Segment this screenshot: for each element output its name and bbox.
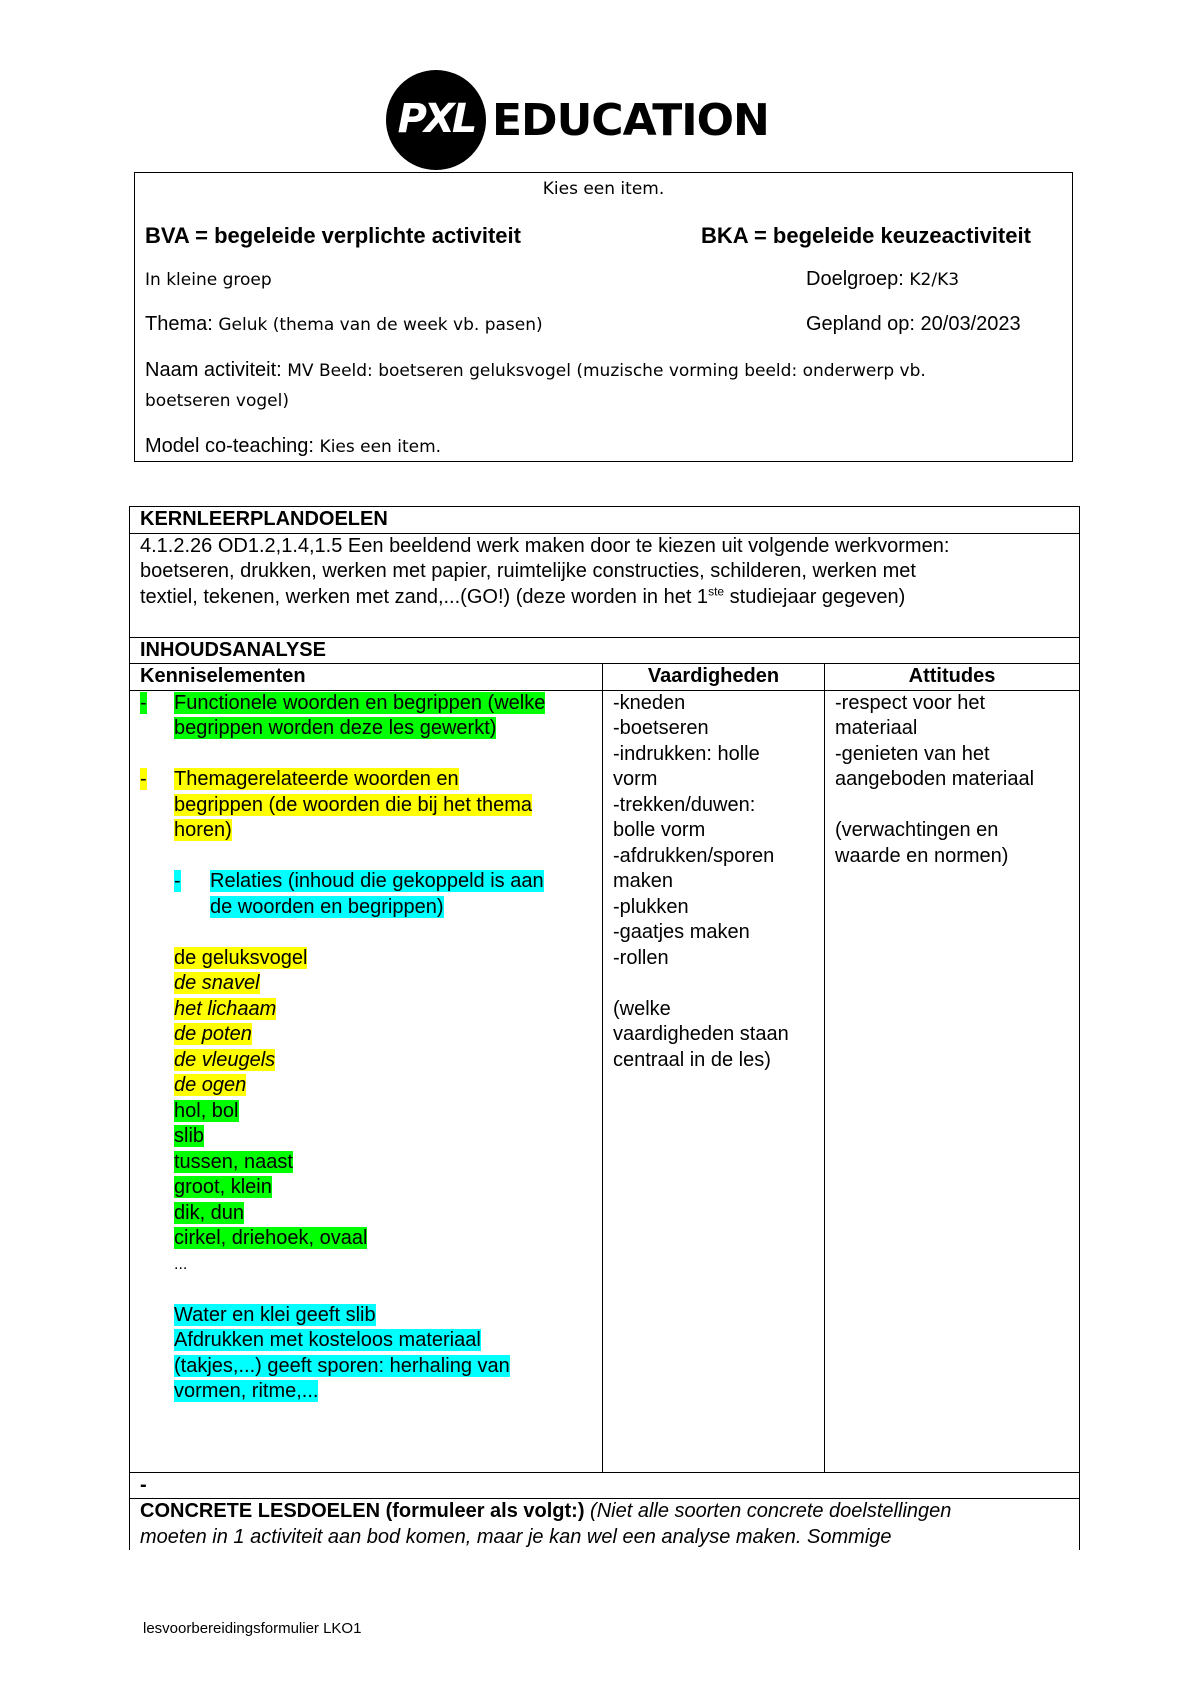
pxl-education-logo xyxy=(386,70,769,170)
coteaching-value[interactable]: Kies een item. xyxy=(319,437,442,457)
kernleerplan-line-2: boetseren, drukken, werken met papier, ruimtelijke constructies, schilderen, werken met xyxy=(140,560,916,582)
theme-value: Geluk (thema van de week vb. pasen) xyxy=(218,315,543,335)
vaardigheden-cell: -kneden -boetseren -indrukken: holle vorm -trekken/duwen: bolle vorm -afdrukken/sporen maken -plukken -gaatjes maken -rollen (welke vaardigheden staan centraal in de les) xyxy=(603,690,825,1472)
kernleerplan-text xyxy=(130,533,1080,637)
list-item-functional: - Functionele woorden en begrippen (welke begrippen worden deze les gewerkt) xyxy=(140,691,546,739)
lesson-table xyxy=(129,506,1080,1550)
activity-value-line-2: boetseren vogel) xyxy=(145,391,289,411)
kernleerplan-line-1: 4.1.2.26 OD1.2,1.4,1.5 Een beeldend werk maken door te kiezen uit volgende werkvormen: xyxy=(140,534,950,557)
col-kenniselementen: Kenniselementen xyxy=(130,664,603,691)
logo-mark: PXL xyxy=(397,96,475,142)
theme xyxy=(145,313,543,336)
activity-name xyxy=(145,359,926,382)
list-item-theme: - Themagerelateerde woorden en begrippen (de woorden die bij het thema horen) xyxy=(140,768,533,841)
kenniselementen-cell xyxy=(130,690,603,1472)
target-group xyxy=(806,268,959,291)
col-attitudes: Attitudes xyxy=(825,664,1080,691)
col-vaardigheden: Vaardigheden xyxy=(603,664,825,691)
co-teaching-model xyxy=(145,435,441,458)
target-label: Doelgroep: xyxy=(806,268,910,290)
pxl-logo-circle xyxy=(386,70,486,170)
logo-text: EDUCATION xyxy=(492,94,769,146)
attitudes-cell: -respect voor het materiaal -genieten van het aangeboden materiaal (verwachtingen en waarde en normen) xyxy=(825,690,1080,1472)
list-item-relations: - Relaties (inhoud die gekoppeld is aan de woorden en begrippen) xyxy=(174,870,544,918)
bka-definition: BKA = begeleide keuzeactiviteit xyxy=(701,223,1031,248)
inhoudsanalyse-title: INHOUDSANALYSE xyxy=(130,637,1080,664)
planned-value: 20/03/2023 xyxy=(920,313,1021,335)
footer-text: lesvoorbereidingsformulier LKO1 xyxy=(143,1620,362,1637)
planned-date xyxy=(806,313,1021,336)
theme-words: de geluksvogel de snavel het lichaam de poten de vleugels de ogen hol, bol slib tussen, naast groot, klein dik, dun cirkel, driehoek, ovaal ... Water en klei geeft slib Afdrukken met kosteloos materiaal (takjes,...) geeft sporen: herhaling van vormen, ritme,... xyxy=(174,946,510,1402)
item-select[interactable]: Kies een item. xyxy=(542,179,665,199)
theme-label: Thema: xyxy=(145,313,219,335)
bva-definition: BVA = begeleide verplichte activiteit xyxy=(145,223,521,248)
coteaching-label: Model co-teaching: xyxy=(145,435,320,457)
activity-label: Naam activiteit: xyxy=(145,359,288,381)
kernleerplan-title: KERNLEERPLANDOELEN xyxy=(130,507,1080,534)
target-value: K2/K3 xyxy=(909,270,960,290)
activity-header-box xyxy=(134,172,1073,462)
group-type: In kleine groep xyxy=(145,270,272,290)
concrete-lesdoelen: CONCRETE LESDOELEN (formuleer als volgt:) (Niet alle soorten concrete doelstellingen moeten in 1 activiteit aan bod komen, maar je kan wel een analyse maken. Sommige xyxy=(130,1499,1080,1551)
kernleerplan-line-3: textiel, tekenen, werken met zand,...(GO!) (deze worden in het 1ste studiejaar gegeven) xyxy=(140,583,906,608)
planned-label: Gepland op: xyxy=(806,313,921,335)
activity-value-line-1: MV Beeld: boetseren geluksvogel (muzische vorming beeld: onderwerp vb. xyxy=(287,361,926,381)
dash-row: - xyxy=(130,1472,1080,1499)
